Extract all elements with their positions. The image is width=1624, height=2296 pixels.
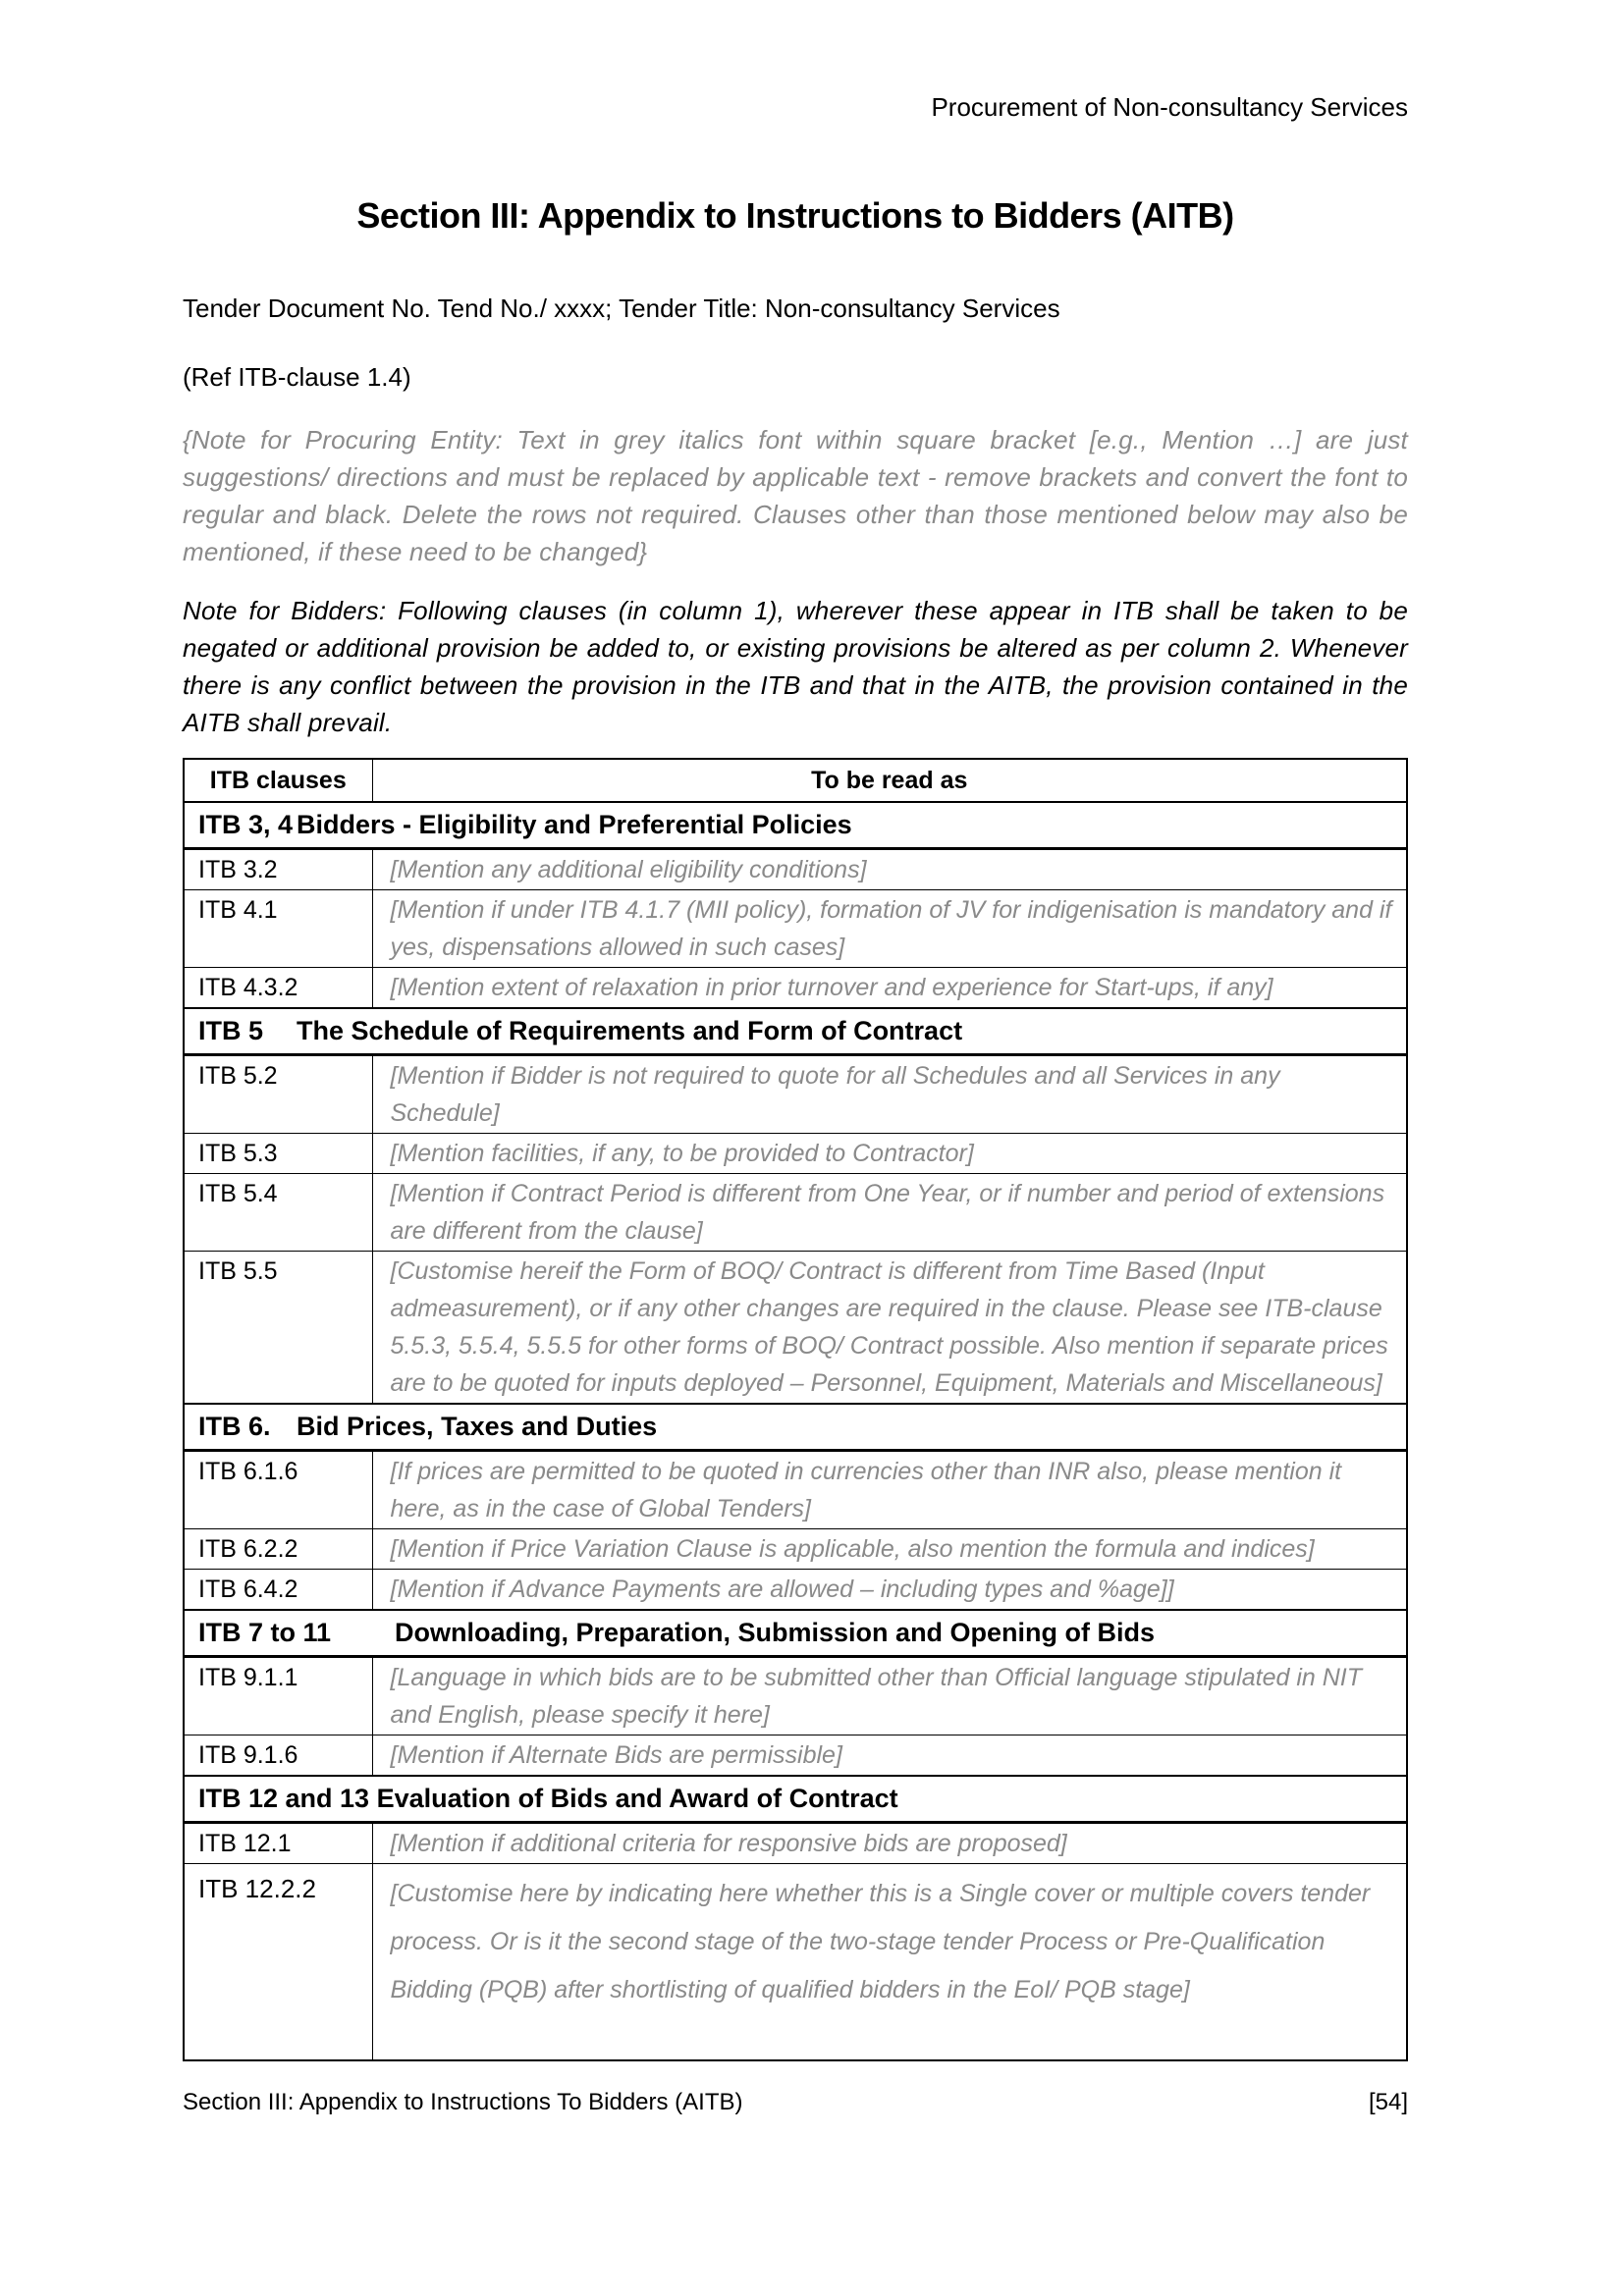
section-heading: ITB 6. Bid Prices, Taxes and Duties xyxy=(184,1404,1407,1451)
clause-cell: ITB 4.3.2 xyxy=(184,968,372,1009)
table-row xyxy=(184,1134,1407,1174)
clause-cell: ITB 6.4.2 xyxy=(184,1570,372,1611)
section-row-itb-5 xyxy=(184,1008,1407,1055)
footer-section-title: Section III: Appendix to Instructions To Bidders (AITB) xyxy=(183,2089,743,2115)
section-row-itb-6 xyxy=(184,1404,1407,1451)
to-be-read-as-cell: [Mention if Price Variation Clause is applicable, also mention the formula and indices] xyxy=(372,1529,1407,1570)
to-be-read-as-cell: [Mention if under ITB 4.1.7 (MII policy), formation of JV for indigenisation is mandatory and if yes, dispensations allowed in such cases] xyxy=(372,890,1407,968)
column-header-itb-clauses: ITB clauses xyxy=(184,759,372,802)
table-row xyxy=(184,1864,1407,2061)
to-be-read-as-cell: [Language in which bids are to be submitted other than Official language stipulated in NIT and English, please specify it here] xyxy=(372,1657,1407,1735)
to-be-read-as-cell: [Mention if Contract Period is different from One Year, or if number and period of extensions are different from the clause] xyxy=(372,1174,1407,1252)
section-heading: ITB 7 to 11 Downloading, Preparation, Submission and Opening of Bids xyxy=(184,1610,1407,1657)
table-header-row xyxy=(184,759,1407,802)
section-heading: ITB 3, 4 Bidders - Eligibility and Preferential Policies xyxy=(184,802,1407,849)
to-be-read-as-cell: [Mention extent of relaxation in prior turnover and experience for Start-ups, if any] xyxy=(372,968,1407,1009)
to-be-read-as-cell: [Mention if Bidder is not required to quote for all Schedules and all Services in any Schedule] xyxy=(372,1055,1407,1134)
clause-cell: ITB 12.1 xyxy=(184,1823,372,1864)
clause-cell: ITB 6.1.6 xyxy=(184,1451,372,1529)
section-row-itb-3-4 xyxy=(184,802,1407,849)
table-row xyxy=(184,890,1407,968)
table-row xyxy=(184,849,1407,890)
footer-page-number: [54] xyxy=(1368,2089,1408,2115)
clause-cell: ITB 5.2 xyxy=(184,1055,372,1134)
column-header-to-be-read-as: To be read as xyxy=(372,759,1407,802)
clause-cell: ITB 9.1.1 xyxy=(184,1657,372,1735)
clause-cell: ITB 5.4 xyxy=(184,1174,372,1252)
to-be-read-as-cell: [Customise hereif the Form of BOQ/ Contract is different from Time Based (Input admeasurement), or if any other changes are required in the clause. Please see ITB-clause 5.5.3, 5.5.4, 5.5.5 for other forms of BOQ/ Contract possible. Also mention if separate prices are to be quoted for inputs deployed – Personnel, Equipment, Materials and Miscellaneous] xyxy=(372,1252,1407,1405)
to-be-read-as-cell: [Mention any additional eligibility conditions] xyxy=(372,849,1407,890)
running-header: Procurement of Non-consultancy Services xyxy=(931,92,1408,122)
clause-cell: ITB 3.2 xyxy=(184,849,372,890)
ref-clause-line: (Ref ITB-clause 1.4) xyxy=(183,362,411,392)
page-title: Section III: Appendix to Instructions to Bidders (AITB) xyxy=(356,195,1234,236)
to-be-read-as-cell: [Mention if Alternate Bids are permissible] xyxy=(372,1735,1407,1777)
table-row xyxy=(184,968,1407,1009)
section-row-itb-7-to-11 xyxy=(184,1610,1407,1657)
table-row xyxy=(184,1735,1407,1777)
note-for-bidders: Note for Bidders: Following clauses (in column 1), wherever these appear in ITB shall be taken to be negated or additional provision be added to, or existing provisions be altered as per column 2. Whenever there is any conflict between the provision in the ITB and that in the AITB, the provision contained in the AITB shall prevail. xyxy=(183,596,1408,737)
table-row xyxy=(184,1055,1407,1134)
clause-cell: ITB 5.3 xyxy=(184,1134,372,1174)
clause-cell: ITB 9.1.6 xyxy=(184,1735,372,1777)
to-be-read-as-cell: [Customise here by indicating here whether this is a Single cover or multiple covers tender process. Or is it the second stage of the two-stage tender Process or Pre-Qualification Bidding (PQB) after shortlisting of qualified bidders in the EoI/ PQB stage] xyxy=(372,1864,1407,2061)
table-row xyxy=(184,1570,1407,1611)
aitb-clauses-table xyxy=(183,758,1408,2061)
clause-cell: ITB 6.2.2 xyxy=(184,1529,372,1570)
to-be-read-as-cell: [If prices are permitted to be quoted in currencies other than INR also, please mention it here, as in the case of Global Tenders] xyxy=(372,1451,1407,1529)
table-row xyxy=(184,1451,1407,1529)
clause-cell: ITB 5.5 xyxy=(184,1252,372,1405)
table-row xyxy=(184,1657,1407,1735)
table-row xyxy=(184,1252,1407,1405)
note-procuring-entity: {Note for Procuring Entity: Text in grey italics font within square bracket [e.g., Mention …] are just suggestions/ directions and must be replaced by applicable text - remove brackets and convert the font to regular and black. Delete the rows not required. Clauses other than those mentioned below may also be mentioned, if these need to be changed} xyxy=(183,425,1408,566)
table-row xyxy=(184,1174,1407,1252)
to-be-read-as-cell: [Mention if additional criteria for responsive bids are proposed] xyxy=(372,1823,1407,1864)
clause-cell: ITB 4.1 xyxy=(184,890,372,968)
section-row-itb-12-13 xyxy=(184,1776,1407,1823)
to-be-read-as-cell: [Mention facilities, if any, to be provided to Contractor] xyxy=(372,1134,1407,1174)
clause-cell: ITB 12.2.2 xyxy=(184,1864,372,2061)
table-row xyxy=(184,1529,1407,1570)
section-heading: ITB 12 and 13 Evaluation of Bids and Award of Contract xyxy=(184,1776,1407,1823)
section-heading: ITB 5 The Schedule of Requirements and Form of Contract xyxy=(184,1008,1407,1055)
tender-document-line: Tender Document No. Tend No./ xxxx; Tender Title: Non-consultancy Services xyxy=(183,294,1060,323)
table-row xyxy=(184,1823,1407,1864)
page-footer xyxy=(183,2087,1408,2118)
to-be-read-as-cell: [Mention if Advance Payments are allowed – including types and %age]] xyxy=(372,1570,1407,1611)
